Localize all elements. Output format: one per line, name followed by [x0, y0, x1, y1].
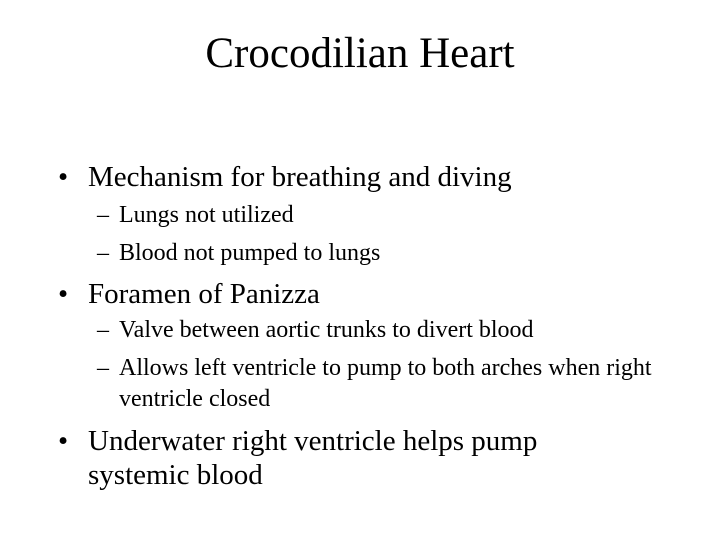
sub-marker: –	[97, 317, 109, 343]
bullet-2-sub-2-text: Allows left ventricle to pump to both arches when right ventricle closed	[119, 355, 652, 412]
bullet-1-text: Mechanism for breathing and diving	[88, 161, 512, 193]
sub-marker: –	[97, 240, 109, 266]
bullet-marker: •	[58, 161, 69, 193]
bullet-2-text: Foramen of Panizza	[88, 278, 320, 310]
sub-marker: –	[97, 355, 109, 381]
slide-title: Crocodilian Heart	[205, 30, 515, 77]
bullet-2-sub-2	[97, 353, 657, 415]
bullet-3	[58, 424, 618, 492]
bullet-1-sub-2-text: Blood not pumped to lungs	[119, 240, 381, 266]
bullet-1-sub-2	[97, 238, 657, 269]
bullet-marker: •	[58, 425, 69, 457]
bullet-1-sub-1	[97, 200, 657, 231]
bullet-2-sub-1	[97, 315, 657, 346]
bullet-marker: •	[58, 278, 69, 310]
bullet-2-sub-1-text: Valve between aortic trunks to divert blood	[119, 317, 534, 343]
bullet-3-text: Underwater right ventricle helps pump systemic blood	[88, 425, 538, 491]
bullet-1-sub-1-text: Lungs not utilized	[119, 202, 294, 228]
bullet-1	[58, 160, 658, 194]
bullet-2	[58, 277, 658, 311]
sub-marker: –	[97, 202, 109, 228]
